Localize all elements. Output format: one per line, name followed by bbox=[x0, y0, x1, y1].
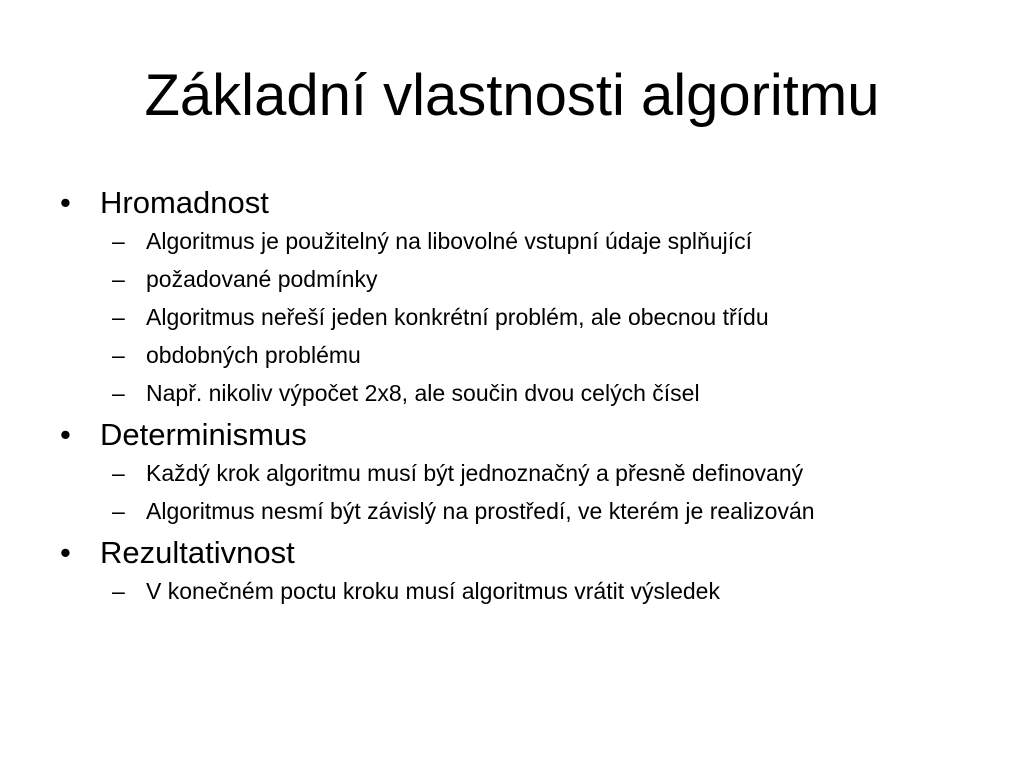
dash-icon: – bbox=[112, 578, 125, 604]
sub-list bbox=[60, 226, 980, 408]
sub-list bbox=[60, 458, 980, 526]
sub-item bbox=[60, 378, 980, 408]
sub-item bbox=[60, 458, 980, 488]
slide-title: Základní vlastnosti algoritmu bbox=[144, 63, 880, 128]
sub-item bbox=[60, 496, 906, 526]
sub-item bbox=[60, 576, 980, 606]
sub-item-text: Algoritmus je použitelný na libovolné vstupní údaje splňující bbox=[146, 228, 753, 254]
dash-icon: – bbox=[112, 304, 125, 330]
sub-item-text: V konečném poctu kroku musí algoritmus vrátit výsledek bbox=[146, 578, 720, 604]
dash-icon: – bbox=[112, 228, 125, 254]
bullet-icon: • bbox=[60, 417, 71, 452]
dash-icon: – bbox=[112, 266, 125, 292]
sub-item bbox=[60, 302, 980, 332]
sub-item bbox=[60, 226, 980, 256]
sub-list bbox=[60, 576, 980, 606]
dash-icon: – bbox=[112, 380, 125, 406]
sub-item-text: Např. nikoliv výpočet 2x8, ale součin dvou celých čísel bbox=[146, 380, 700, 406]
bullet-list bbox=[60, 184, 980, 614]
sub-item-text: požadované podmínky bbox=[146, 266, 378, 292]
sub-item-text: Algoritmus nesmí být závislý na prostředí, ve kterém je realizován bbox=[146, 498, 815, 524]
bullet-item-determinismus bbox=[60, 416, 980, 454]
sub-item-text: obdobných problému bbox=[146, 342, 361, 368]
bullet-icon: • bbox=[60, 535, 71, 570]
bullet-label: Hromadnost bbox=[100, 185, 269, 220]
bullet-item-hromadnost bbox=[60, 184, 980, 222]
sub-item bbox=[60, 340, 980, 370]
bullet-icon: • bbox=[60, 185, 71, 220]
dash-icon: – bbox=[112, 460, 125, 486]
dash-icon: – bbox=[112, 498, 125, 524]
bullet-label: Rezultativnost bbox=[100, 535, 295, 570]
sub-item bbox=[60, 264, 980, 294]
bullet-item-rezultativnost bbox=[60, 534, 980, 572]
bullet-label: Determinismus bbox=[100, 417, 307, 452]
dash-icon: – bbox=[112, 342, 125, 368]
sub-item-text: Každý krok algoritmu musí být jednoznačný a přesně definovaný bbox=[146, 460, 804, 486]
sub-item-text: Algoritmus neřeší jeden konkrétní problém, ale obecnou třídu bbox=[146, 304, 769, 330]
